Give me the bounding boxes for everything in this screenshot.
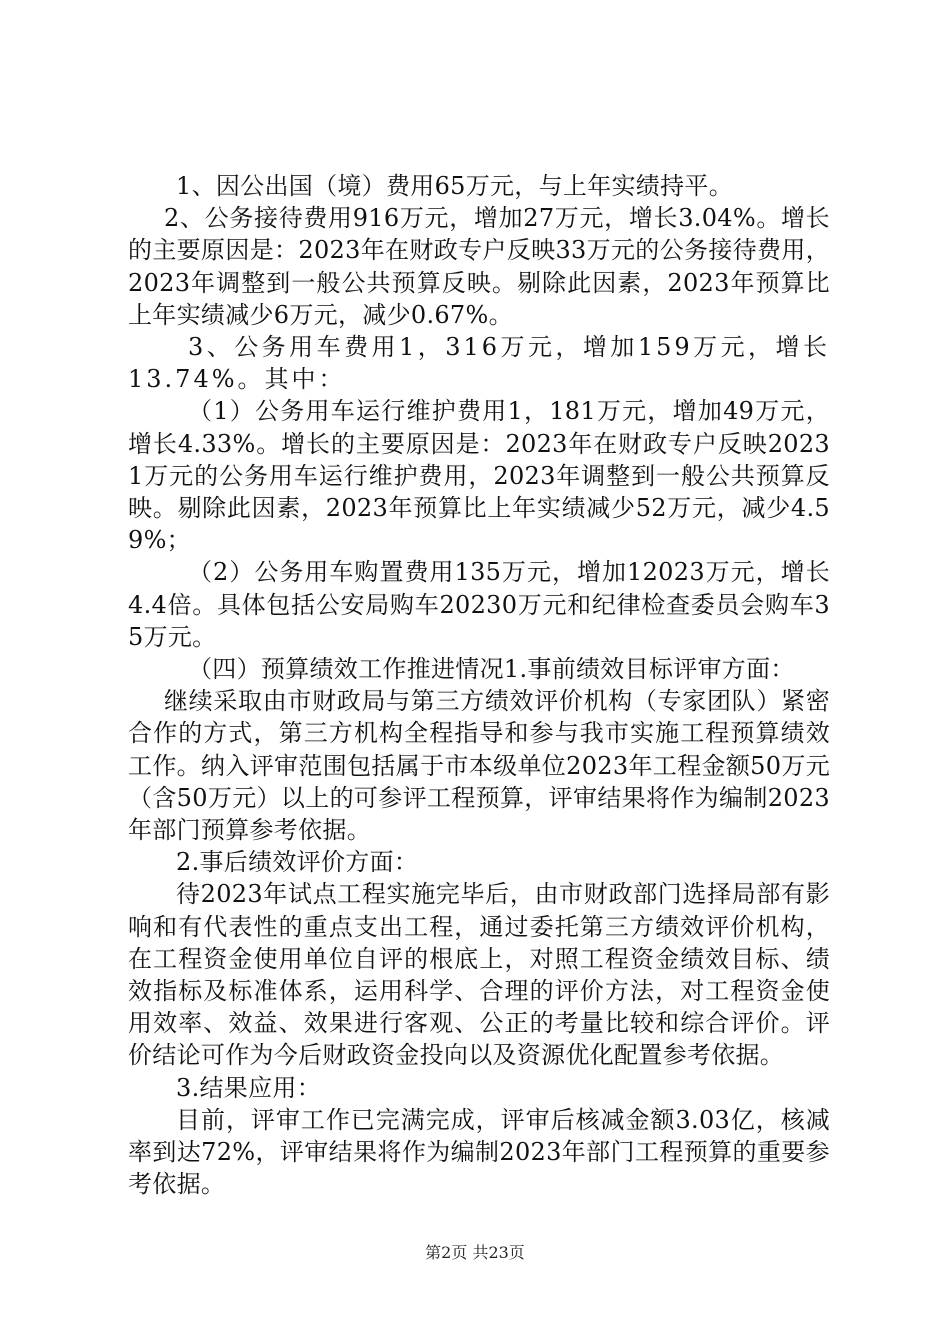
subheading-result-application: 3.结果应用： — [176, 1073, 321, 1102]
paragraph-vehicle-purchase: （2）公务用车购置费用135万元，增加12023万元，增长4.4倍。具体包括公安局购车20230万元和纪律检查委员会购车35万元。 — [128, 558, 830, 651]
paragraph-result-application: 目前，评审工作已完满完成，评审后核减金额3.03亿，核减率到达72%，评审结果将作为编制2023年部门工程预算的重要参考依据。 — [128, 1105, 830, 1199]
paragraph-reception-expenses: 2、公务接待费用916万元，增加27万元，增长3.04%。增长的主要原因是：2023年在财政专户反映33万元的公务接待费用，2023年调整到一般公共预算反映。剔除此因素，2023年预算比上年实绩减少6万元，减少0.67%。 — [128, 204, 830, 329]
paragraph-vehicle-expenses: 3、公务用车费用1，316万元，增加159万元，增长13.74%。其中： — [128, 333, 830, 394]
document-body — [128, 170, 830, 1201]
paragraph-travel-abroad: 1、因公出国（境）费用65万元，与上年实绩持平。 — [176, 172, 734, 200]
paragraph-post-evaluation: 待2023年试点工程实施完毕后，由市财政部门选择局部有影响和有代表性的重点支出工程，通过委托第三方绩效评价机构，在工程资金使用单位自评的根底上，对照工程资金绩效目标、绩效指标及标准体系，运用科学、合理的评价方法，对工程资金使用效率、效益、效果进行客观、公正的考量比较和综合评价。评价结论可作为今后财政资金投向以及资源优化配置参考依据。 — [128, 880, 830, 1070]
paragraph-vehicle-maintenance: （1）公务用车运行维护费用1，181万元，增加49万元，增长4.33%。增长的主要原因是：2023年在财政专户反映20231万元的公务用车运行维护费用，2023年调整到一般公共预算反映。剔除此因素，2023年预算比上年实绩减少52万元，减少4.59%； — [128, 397, 830, 555]
section-heading-performance: （四）预算绩效工作推进情况1.事前绩效目标评审方面： — [188, 655, 795, 684]
page-number-footer: 第2页 共23页 — [425, 1243, 525, 1262]
subheading-post-evaluation: 2.事后绩效评价方面： — [176, 848, 419, 877]
paragraph-pre-evaluation: 继续采取由市财政局与第三方绩效评价机构（专家团队）紧密合作的方式，第三方机构全程指导和参与我市实施工程预算绩效工作。纳入评审范围包括属于市本级单位2023年工程金额50万元（含50万元）以上的可参评工程预算，评审结果将作为编制2023年部门预算参考依据。 — [128, 687, 830, 845]
